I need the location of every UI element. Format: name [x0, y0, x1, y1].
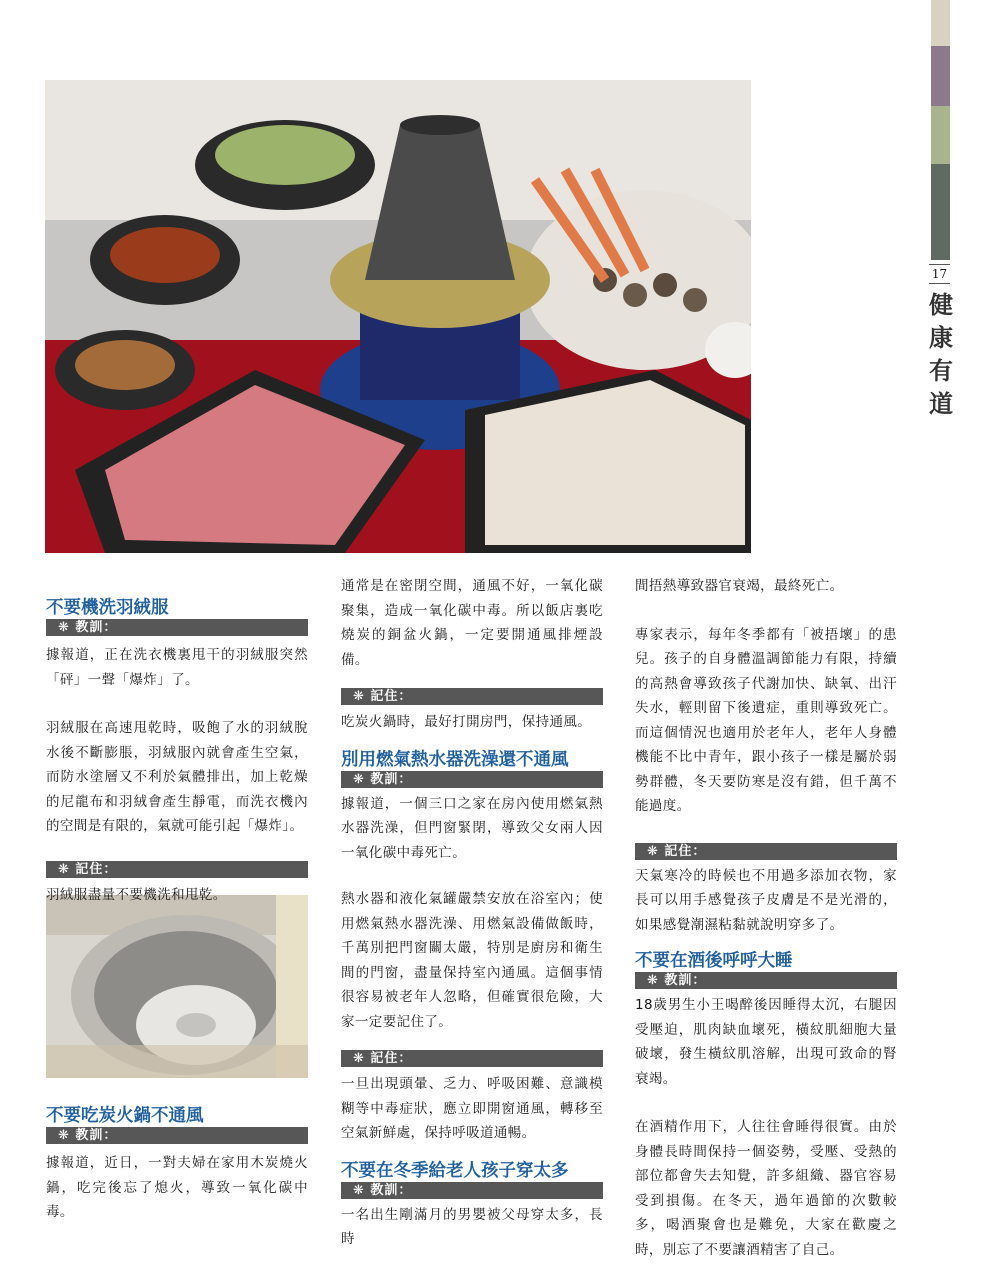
lesson-bar: ❋ 教訓： [46, 1127, 308, 1144]
paragraph: 在酒精作用下，人往往會睡得很實。由於身體長時間保持一個姿勢，受壓、受熱的部位都會失去知覺，許多組織、器官容易受到損傷。在冬天，過年過節的次數較多，喝酒聚會也是難免，大家在歡慶之時，別忘了不要讓酒精害了自己。 [635, 1119, 897, 1258]
paragraph: 18歲男生小王喝醉後因睡得太沉，右腿因受壓迫，肌肉缺血壞死，橫紋肌細胞大量破壞，發生橫紋肌溶解，出現可致命的腎衰竭。 [635, 997, 897, 1087]
paragraph: 一旦出現頭暈、乏力、呼吸困難、意識模糊等中毒症狀，應立即開窗通風，轉移至空氣新鮮處，保持呼吸道通暢。 [341, 1076, 603, 1141]
paragraph: 據報道，正在洗衣機裏甩干的羽絨服突然「砰」一聲「爆炸」了。 [46, 647, 308, 688]
color-tab-4 [931, 164, 950, 260]
section-title: 健康有道 [929, 290, 953, 418]
lesson-bar: ❋ 教訓： [46, 619, 308, 636]
remember-bar: ❋ 記住： [46, 861, 308, 878]
color-tab-2 [931, 46, 950, 106]
heading-down-jacket: 不要機洗羽絨服 [46, 598, 169, 618]
paragraph: 一名出生剛滿月的男嬰被父母穿太多，長時 [341, 1206, 603, 1247]
color-tab-3 [931, 106, 950, 164]
lesson-bar: ❋ 教訓： [341, 771, 603, 788]
column-1 [46, 597, 308, 907]
paragraph: 通常是在密閉空間，通風不好，一氧化碳聚集，造成一氧化碳中毒。所以飯店裏吃燒炭的銅盆火鍋，一定要開通風排煙設備。 [341, 578, 603, 668]
lesson-bar: ❋ 教訓： [635, 972, 897, 989]
heading-charcoal-hotpot: 不要吃炭火鍋不通風 [46, 1106, 204, 1126]
paragraph: 天氣寒冷的時候也不用過多添加衣物，家長可以用手感覺孩子皮膚是不是光滑的，如果感覺潮濕粘黏就說明穿多了。 [635, 867, 897, 933]
heading-gas-water-heater: 別用燃氣熱水器洗澡還不通風 [341, 749, 569, 770]
paragraph: 熱水器和液化氣罐嚴禁安放在浴室內；使用燃氣熱水器洗澡、用燃氣設備做飯時，千萬別把門窗關太嚴，特別是廚房和衛生間的門窗，盡量保持室內通風。這個事情很容易被老年人忽略，但確實很危險，大家一定要記住了。 [341, 891, 603, 1030]
page-number: 17 [929, 264, 950, 284]
heading-drunk-sleep: 不要在酒後呼呼大睡 [635, 951, 793, 971]
hotpot-photo [45, 80, 751, 553]
lesson-bar: ❋ 教訓： [341, 1182, 603, 1199]
column-3 [635, 574, 897, 1262]
paragraph: 吃炭火鍋時，最好打開房門，保持通風。 [341, 714, 592, 730]
remember-bar: ❋ 記住： [635, 843, 897, 860]
paragraph: 專家表示，每年冬季都有「被捂壞」的患兒。孩子的自身體溫調節能力有限，持續的高熱會導致孩子代謝加快、缺氧、出汗失水，輕則留下後遺症，重則導致死亡。而這個情況也適用於老年人，老年人身體機能不比中青年，跟小孩子一樣是屬於弱勢群體，冬天要防寒是沒有錯，但千萬不能過度。 [635, 626, 897, 814]
remember-bar: ❋ 記住： [341, 688, 603, 705]
column-2 [341, 574, 603, 1252]
paragraph: 羽絨服盡量不要機洗和甩乾。 [46, 886, 227, 903]
color-tab-1 [931, 0, 950, 46]
paragraph: 據報道，一個三口之家在房內使用燃氣熱水器洗澡，但門窗緊閉，導致父女兩人因一氧化碳中毒死亡。 [341, 795, 603, 861]
washing-machine-photo [46, 895, 308, 1078]
paragraph: 羽絨服在高速甩乾時，吸飽了水的羽絨脫水後不斷膨脹，羽絨服內就會產生空氣，而防水塗層又不利於氣體排出，加上乾燥的尼龍布和羽絨會產生靜電，而洗衣機內的空間是有限的，氣就可能引起「爆炸」。 [46, 720, 308, 834]
paragraph: 據報道，近日，一對夫婦在家用木炭燒火鍋，吃完後忘了熄火，導致一氧化碳中毒。 [46, 1155, 308, 1220]
heading-winter-clothing: 不要在冬季給老人孩子穿太多 [341, 1160, 569, 1181]
paragraph: 間捂熱導致器官衰竭，最終死亡。 [635, 578, 844, 594]
remember-bar: ❋ 記住： [341, 1050, 603, 1067]
column-1-lower [46, 1105, 308, 1225]
